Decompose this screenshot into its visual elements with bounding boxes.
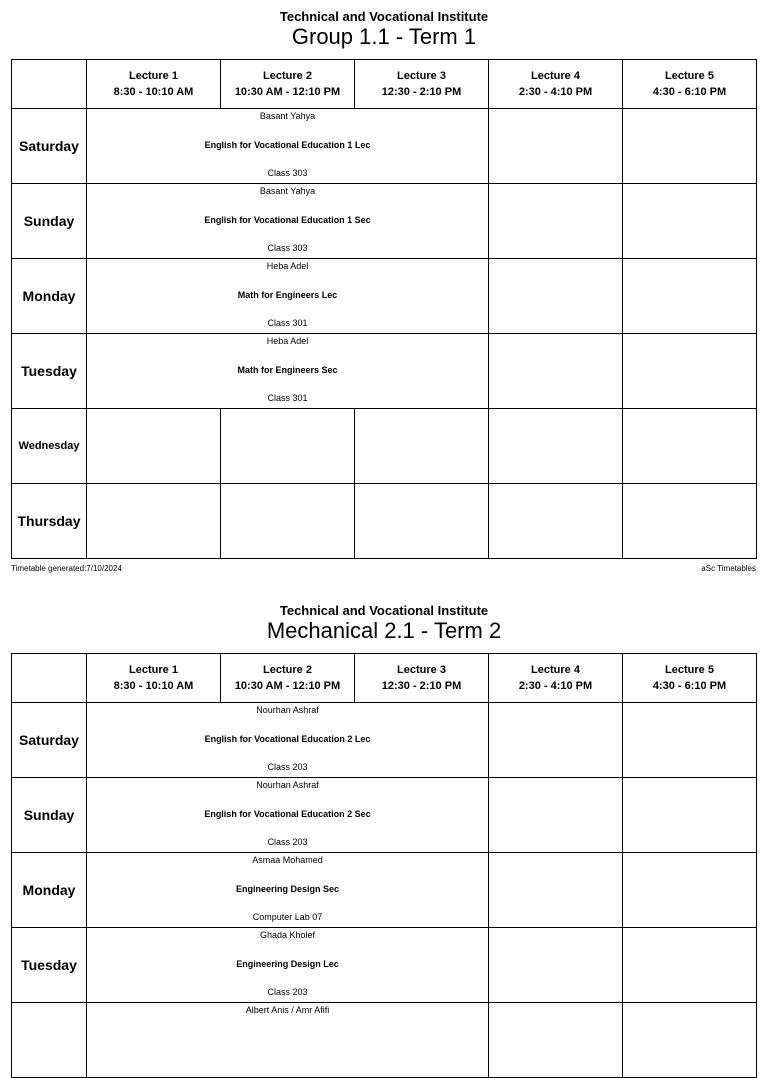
institute-name: Technical and Vocational Institute bbox=[279, 603, 489, 618]
lesson-card bbox=[87, 109, 489, 184]
empty-slot bbox=[623, 703, 757, 778]
lesson-subject: English for Vocational Education 2 Lec bbox=[204, 734, 371, 744]
empty-slot bbox=[489, 778, 623, 853]
lesson-teacher: Ghada Kholef bbox=[259, 930, 316, 940]
lesson-card bbox=[87, 334, 489, 409]
day-label: Sunday bbox=[12, 184, 87, 259]
lecture-header: Lecture 2 10:30 AM - 12:10 PM bbox=[221, 654, 355, 703]
day-label bbox=[12, 1003, 87, 1078]
empty-slot bbox=[623, 853, 757, 928]
timetable-title: Group 1.1 - Term 1 bbox=[291, 24, 477, 49]
day-label: Saturday bbox=[12, 109, 87, 184]
lesson-room: Class 203 bbox=[267, 837, 308, 847]
empty-slot bbox=[623, 334, 757, 409]
lecture-header: Lecture 2 10:30 AM - 12:10 PM bbox=[221, 60, 355, 109]
lesson-subject: Math for Engineers Sec bbox=[237, 365, 338, 375]
empty-slot bbox=[623, 1003, 757, 1078]
day-row bbox=[12, 778, 757, 853]
lesson-room: Class 301 bbox=[267, 393, 308, 403]
empty-slot bbox=[489, 928, 623, 1003]
software-credit: aSc Timetables bbox=[701, 564, 756, 573]
day-label: Monday bbox=[12, 259, 87, 334]
lesson-card bbox=[87, 259, 489, 334]
lecture-header: Lecture 1 8:30 - 10:10 AM bbox=[87, 654, 221, 703]
lesson-subject: Engineering Design Lec bbox=[236, 959, 339, 969]
empty-slot bbox=[489, 184, 623, 259]
header-row bbox=[12, 60, 757, 109]
day-row bbox=[12, 1003, 757, 1078]
empty-slot bbox=[489, 259, 623, 334]
lesson-card bbox=[87, 1003, 489, 1078]
empty-slot bbox=[221, 409, 355, 484]
day-label: Sunday bbox=[12, 778, 87, 853]
lesson-room: Class 203 bbox=[267, 762, 308, 772]
empty-slot bbox=[489, 1003, 623, 1078]
lecture-header: Lecture 5 4:30 - 6:10 PM bbox=[623, 60, 757, 109]
day-row bbox=[12, 409, 757, 484]
empty-slot bbox=[355, 409, 489, 484]
empty-slot bbox=[623, 928, 757, 1003]
lesson-teacher: Albert Anis / Amr Afifi bbox=[245, 1005, 330, 1015]
day-row bbox=[12, 259, 757, 334]
empty-slot bbox=[87, 484, 221, 559]
institute-name: Technical and Vocational Institute bbox=[279, 9, 489, 24]
lesson-room: Class 303 bbox=[267, 168, 308, 178]
day-label: Tuesday bbox=[12, 928, 87, 1003]
lesson-card bbox=[87, 184, 489, 259]
lecture-header: Lecture 1 8:30 - 10:10 AM bbox=[87, 60, 221, 109]
lesson-subject: Engineering Design Sec bbox=[235, 884, 340, 894]
lesson-teacher: Asmaa Mohamed bbox=[252, 855, 323, 865]
lecture-header: Lecture 3 12:30 - 2:10 PM bbox=[355, 60, 489, 109]
day-label: Wednesday bbox=[12, 409, 87, 484]
lecture-header: Lecture 3 12:30 - 2:10 PM bbox=[355, 654, 489, 703]
lesson-teacher: Heba Adel bbox=[266, 261, 309, 271]
empty-slot bbox=[489, 334, 623, 409]
empty-slot bbox=[623, 109, 757, 184]
lecture-header: Lecture 4 2:30 - 4:10 PM bbox=[489, 654, 623, 703]
empty-slot bbox=[221, 484, 355, 559]
lesson-room: Class 301 bbox=[267, 318, 308, 328]
lesson-teacher: Nourhan Ashraf bbox=[256, 705, 319, 715]
lecture-header: Lecture 5 4:30 - 6:10 PM bbox=[623, 654, 757, 703]
empty-slot bbox=[623, 778, 757, 853]
lesson-card bbox=[87, 928, 489, 1003]
lesson-teacher: Basant Yahya bbox=[259, 111, 316, 121]
empty-slot bbox=[355, 484, 489, 559]
timetable-grid bbox=[11, 59, 757, 559]
empty-slot bbox=[489, 109, 623, 184]
corner-cell bbox=[12, 654, 87, 703]
empty-slot bbox=[489, 409, 623, 484]
day-label: Saturday bbox=[12, 703, 87, 778]
empty-slot bbox=[623, 409, 757, 484]
lesson-teacher: Nourhan Ashraf bbox=[256, 780, 319, 790]
timetable-grid bbox=[11, 653, 757, 1078]
lesson-card bbox=[87, 703, 489, 778]
lesson-card bbox=[87, 853, 489, 928]
day-row bbox=[12, 109, 757, 184]
day-label: Tuesday bbox=[12, 334, 87, 409]
lesson-room: Class 203 bbox=[267, 987, 308, 997]
day-row bbox=[12, 853, 757, 928]
lesson-room: Computer Lab 07 bbox=[252, 912, 323, 922]
day-row bbox=[12, 484, 757, 559]
lesson-subject: English for Vocational Education 2 Sec bbox=[204, 809, 371, 819]
empty-slot bbox=[489, 484, 623, 559]
day-label: Thursday bbox=[12, 484, 87, 559]
lesson-card bbox=[87, 778, 489, 853]
corner-cell bbox=[12, 60, 87, 109]
lesson-teacher: Heba Adel bbox=[266, 336, 309, 346]
empty-slot bbox=[623, 484, 757, 559]
lesson-subject: English for Vocational Education 1 Lec bbox=[204, 140, 371, 150]
day-row bbox=[12, 928, 757, 1003]
lesson-teacher: Basant Yahya bbox=[259, 186, 316, 196]
empty-slot bbox=[489, 853, 623, 928]
lecture-header: Lecture 4 2:30 - 4:10 PM bbox=[489, 60, 623, 109]
generated-date: Timetable generated:7/10/2024 bbox=[11, 564, 122, 573]
day-row bbox=[12, 703, 757, 778]
lesson-subject: Math for Engineers Lec bbox=[237, 290, 338, 300]
empty-slot bbox=[489, 703, 623, 778]
day-row bbox=[12, 334, 757, 409]
lesson-room: Class 303 bbox=[267, 243, 308, 253]
empty-slot bbox=[87, 409, 221, 484]
timetable-title: Mechanical 2.1 - Term 2 bbox=[266, 618, 502, 643]
day-row bbox=[12, 184, 757, 259]
lesson-subject: English for Vocational Education 1 Sec bbox=[204, 215, 371, 225]
day-label: Monday bbox=[12, 853, 87, 928]
header-row bbox=[12, 654, 757, 703]
empty-slot bbox=[623, 259, 757, 334]
empty-slot bbox=[623, 184, 757, 259]
